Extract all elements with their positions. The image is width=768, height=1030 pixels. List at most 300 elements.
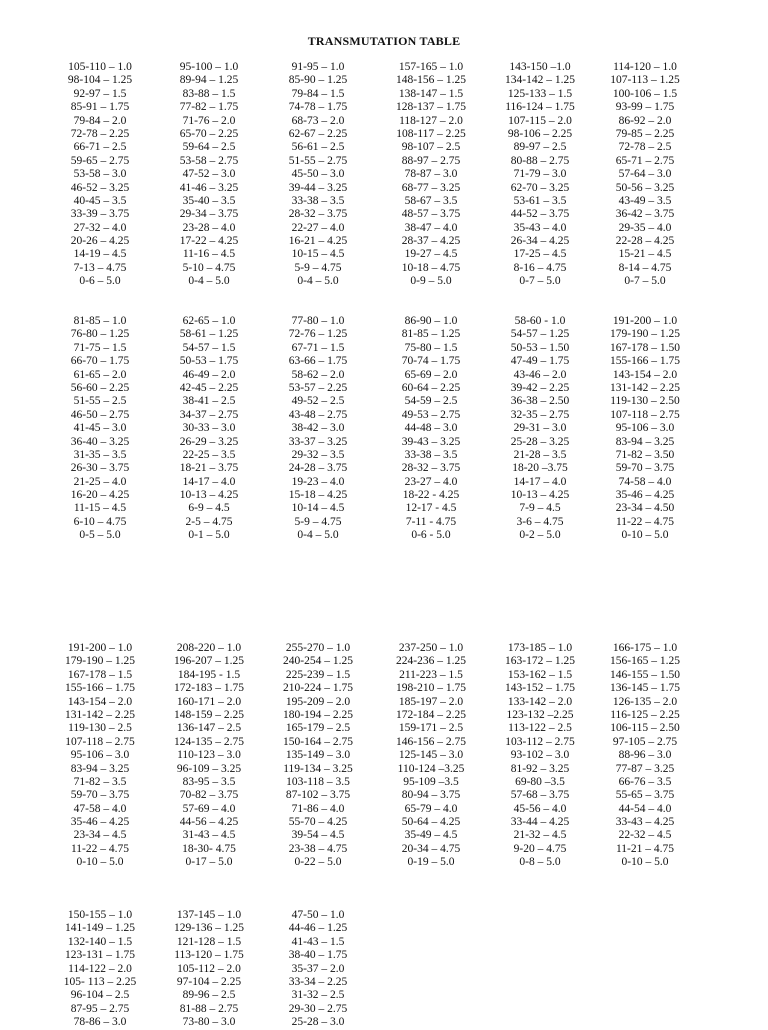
table-entry: 0-9 – 5.0 (410, 275, 452, 288)
table-column (590, 315, 700, 543)
table-entry: 105- 113 – 2.25 (63, 975, 137, 988)
table-entry: 45-56 – 4.0 (513, 802, 567, 815)
table-entry: 81-88 – 2.75 (179, 1002, 239, 1015)
table-entry: 40-45 – 3.5 (73, 194, 127, 207)
table-entry: 71-82 – 3.5 (73, 775, 127, 788)
table-entry: 118-127 – 2.0 (399, 114, 463, 127)
table-entry: 22-28 – 4.25 (615, 235, 675, 248)
table-entry: 143-154 – 2.0 (67, 695, 133, 708)
table-entry: 55-65 – 3.75 (615, 789, 675, 802)
table-entry: 51-55 – 2.75 (288, 154, 348, 167)
table-entry: 46-50 – 2.75 (70, 408, 130, 421)
table-entry: 29-31 – 3.0 (513, 422, 567, 435)
table-entry: 114-120 – 1.0 (613, 61, 677, 73)
table-entry: 45-50 – 3.0 (291, 168, 345, 181)
table-entry: 88-97 – 2.75 (401, 154, 461, 167)
table-entry: 185-197 – 2.0 (398, 695, 464, 708)
table-entry: 113-120 – 1.75 (174, 949, 244, 962)
table-entry: 97-104 – 2.25 (176, 975, 242, 988)
table-entry: 26-34 – 4.25 (510, 235, 570, 248)
table-entry: 56-61 – 2.5 (291, 141, 345, 154)
table-entry: 54-57 – 1.25 (510, 328, 570, 341)
table-entry: 70-82 – 3.75 (179, 789, 239, 802)
table-entry: 65-71 – 2.75 (615, 154, 675, 167)
table-entry: 36-42 – 3.75 (615, 208, 675, 221)
table-entry: 91-95 – 1.0 (291, 61, 345, 73)
table-entry: 39-54 – 4.5 (291, 829, 345, 842)
table-entry: 163-172 – 1.25 (505, 655, 575, 668)
table-entry: 44-52 – 3.75 (510, 208, 570, 221)
table-entry: 43-49 – 3.5 (618, 194, 672, 207)
table-entry: 39-42 – 2.25 (510, 381, 570, 394)
table-entry: 167-178 – 1.5 (67, 668, 133, 681)
table-entry: 131-142 – 2.25 (610, 381, 680, 394)
table-entry: 138-147 – 1.5 (398, 87, 464, 100)
table-entry: 92-97 – 1.5 (73, 87, 127, 100)
table-entry: 11-21 – 4.75 (615, 842, 675, 855)
table-entry: 61-65 – 2.0 (73, 368, 127, 381)
table-entry: 80-94 – 3.75 (401, 789, 461, 802)
table-entry: 85-91 – 1.75 (70, 101, 130, 114)
table-entry: 86-90 – 1.0 (404, 315, 458, 327)
table-entry: 35-40 – 3.5 (182, 194, 236, 207)
table-entry: 78-86 – 3.0 (73, 1016, 127, 1029)
table-entry: 44-48 – 3.0 (404, 422, 458, 435)
table-entry: 38-42 – 3.0 (291, 422, 345, 435)
table-entry: 95-106 – 3.0 (615, 422, 675, 435)
table-entry: 33-39 – 3.75 (70, 208, 130, 221)
table-entry: 59-70 – 3.75 (615, 462, 675, 475)
table-entry: 74-78 – 1.75 (288, 101, 348, 114)
table-entry: 58-61 – 1.25 (179, 328, 239, 341)
table-entry: 23-34 – 4.5 (73, 829, 127, 842)
table-entry: 44-56 – 4.25 (179, 816, 239, 829)
table-entry: 87-102 – 3.75 (285, 789, 351, 802)
table-entry: 159-171 – 2.5 (398, 722, 464, 735)
table-entry: 21-28 – 3.5 (513, 448, 567, 461)
table-entry: 80-88 – 2.75 (510, 154, 570, 167)
table-entry: 103-118 – 3.5 (286, 775, 350, 788)
table-entry: 0-10 – 5.0 (76, 856, 124, 869)
table-entry: 0-2 – 5.0 (519, 529, 561, 542)
table-entry: 50-53 – 1.50 (510, 341, 570, 354)
table-entry: 18-30- 4.75 (182, 842, 236, 855)
table-entry: 53-58 – 2.75 (179, 154, 239, 167)
table-entry: 179-190 – 1.25 (65, 655, 135, 668)
table-entry: 119-134 – 3.25 (283, 762, 353, 775)
table-entry: 0-4 – 5.0 (297, 275, 339, 288)
table-entry: 208-220 – 1.0 (176, 642, 242, 654)
table-entry: 24-28 – 3.75 (288, 462, 348, 475)
table-entry: 66-71 – 2.5 (73, 141, 127, 154)
table-entry: 128-137 – 1.75 (396, 101, 466, 114)
table-entry: 33-38 – 3.5 (291, 194, 345, 207)
table-entry: 66-70 – 1.75 (70, 355, 130, 368)
table-entry: 107-115 – 2.0 (508, 114, 572, 127)
table-entry: 73-80 – 3.0 (182, 1016, 236, 1029)
table-entry: 225-239 – 1.5 (285, 668, 351, 681)
table-column (485, 61, 595, 289)
table-column (45, 315, 155, 543)
table-entry: 50-56 – 3.25 (615, 181, 675, 194)
table-entry: 71-76 – 2.0 (182, 114, 236, 127)
table-entry: 62-67 – 2.25 (288, 127, 348, 140)
table-entry: 180-194 – 2.25 (283, 708, 353, 721)
table-entry: 93-99 – 1.75 (615, 101, 675, 114)
table-column (45, 61, 155, 289)
table-entry: 119-130 – 2.5 (68, 722, 132, 735)
table-entry: 9-20 – 4.75 (513, 842, 567, 855)
table-entry: 136-145 – 1.75 (610, 682, 680, 695)
table-entry: 72-76 – 1.25 (288, 328, 348, 341)
table-entry: 98-104 – 1.25 (67, 74, 133, 87)
table-entry: 105-112 – 2.0 (177, 962, 241, 975)
table-entry: 131-142 – 2.25 (65, 708, 135, 721)
table-entry: 55-70 – 4.25 (288, 816, 348, 829)
table-entry: 155-166 – 1.75 (65, 682, 135, 695)
table-column (154, 909, 264, 1030)
table-entry: 58-62 – 2.0 (291, 368, 345, 381)
table-entry: 107-113 – 1.25 (610, 74, 680, 87)
table-column (376, 315, 486, 543)
table-entry: 89-97 – 2.5 (513, 141, 567, 154)
table-entry: 28-32 – 3.75 (288, 208, 348, 221)
table-entry: 34-37 – 2.75 (179, 408, 239, 421)
table-entry: 5-9 – 4.75 (294, 261, 342, 274)
table-entry: 78-87 – 3.0 (404, 168, 458, 181)
table-column (263, 909, 373, 1030)
table-entry: 240-254 – 1.25 (283, 655, 353, 668)
table-entry: 46-49 – 2.0 (182, 368, 236, 381)
table-entry: 6-9 – 4.5 (188, 502, 230, 515)
table-entry: 33-34 – 2.25 (288, 975, 348, 988)
table-entry: 72-78 – 2.5 (618, 141, 672, 154)
table-entry: 8-16 – 4.75 (513, 261, 567, 274)
table-entry: 19-23 – 4.0 (291, 475, 345, 488)
table-entry: 0-8 – 5.0 (519, 856, 561, 869)
table-entry: 129-136 – 1.25 (174, 922, 244, 935)
table-entry: 23-28 – 4.0 (182, 221, 236, 234)
table-entry: 85-90 – 1.25 (288, 74, 348, 87)
table-entry: 143-154 – 2.0 (612, 368, 678, 381)
table-entry: 11-15 – 4.5 (73, 502, 127, 515)
table-entry: 119-130 – 2.50 (610, 395, 680, 408)
table-entry: 15-18 – 4.25 (288, 489, 348, 502)
table-column (376, 61, 486, 289)
table-entry: 26-30 – 3.75 (70, 462, 130, 475)
table-entry: 93-102 – 3.0 (510, 749, 570, 762)
table-column (154, 642, 264, 870)
table-entry: 33-37 – 3.25 (288, 435, 348, 448)
table-entry: 35-37 – 2.0 (291, 962, 345, 975)
table-entry: 22-32 – 4.5 (618, 829, 672, 842)
table-entry: 12-17 - 4.5 (405, 502, 457, 515)
table-entry: 157-165 – 1.0 (398, 61, 464, 73)
table-entry: 160-171 – 2.0 (176, 695, 242, 708)
table-entry: 86-92 – 2.0 (618, 114, 672, 127)
table-entry: 134-142 – 1.25 (505, 74, 575, 87)
table-entry: 121-128 – 1.5 (176, 935, 242, 948)
table-entry: 44-54 – 4.0 (618, 802, 672, 815)
table-entry: 156-165 – 1.25 (610, 655, 680, 668)
table-entry: 33-38 – 3.5 (404, 448, 458, 461)
table-entry: 53-58 – 3.0 (73, 168, 127, 181)
table-column (154, 61, 264, 289)
table-entry: 10-13 – 4.25 (179, 489, 239, 502)
table-entry: 0-6 – 5.0 (79, 275, 121, 288)
table-entry: 95-100 – 1.0 (179, 61, 239, 73)
table-entry: 39-43 – 3.25 (401, 435, 461, 448)
table-entry: 83-94 – 3.25 (615, 435, 675, 448)
table-entry: 19-27 – 4.5 (404, 248, 458, 261)
table-entry: 191-200 – 1.0 (612, 315, 678, 327)
table-entry: 32-35 – 2.75 (510, 408, 570, 421)
table-entry: 89-96 – 2.5 (182, 989, 236, 1002)
table-entry: 116-125 – 2.25 (610, 708, 680, 721)
table-entry: 123-131 – 1.75 (65, 949, 135, 962)
table-entry: 150-164 – 2.75 (283, 735, 353, 748)
table-entry: 62-70 – 3.25 (510, 181, 570, 194)
table-entry: 88-96 – 3.0 (618, 749, 672, 762)
table-column (154, 315, 264, 543)
table-entry: 148-156 – 1.25 (396, 74, 466, 87)
table-entry: 96-109 – 3.25 (176, 762, 242, 775)
table-entry: 83-95 – 3.5 (182, 775, 236, 788)
table-entry: 28-32 – 3.75 (401, 462, 461, 475)
table-entry: 62-65 – 1.0 (182, 315, 236, 327)
table-entry: 10-13 – 4.25 (510, 489, 570, 502)
table-entry: 77-87 – 3.25 (615, 762, 675, 775)
table-entry: 36-38 – 2.50 (510, 395, 570, 408)
table-entry: 27-32 – 4.0 (73, 221, 127, 234)
table-entry: 0-7 – 5.0 (624, 275, 666, 288)
table-entry: 18-20 –3.75 (512, 462, 568, 475)
table-entry: 191-200 – 1.0 (67, 642, 133, 654)
table-entry: 106-115 – 2.50 (610, 722, 680, 735)
table-entry: 65-70 – 2.25 (179, 127, 239, 140)
table-entry: 41-46 – 3.25 (179, 181, 239, 194)
table-entry: 113-122 – 2.5 (508, 722, 572, 735)
table-entry: 56-60 – 2.25 (70, 381, 130, 394)
table-entry: 0-7 – 5.0 (519, 275, 561, 288)
table-column (45, 909, 155, 1030)
table-entry: 107-118 – 2.75 (65, 735, 135, 748)
table-entry: 69-80 –3.5 (515, 775, 565, 788)
table-column (263, 61, 373, 289)
table-entry: 79-84 – 1.5 (291, 87, 345, 100)
table-entry: 224-236 – 1.25 (396, 655, 466, 668)
table-entry: 155-166 – 1.75 (610, 355, 680, 368)
page-title: TRANSMUTATION TABLE (307, 34, 461, 48)
table-entry: 110-124 –3.25 (397, 762, 465, 775)
table-entry: 95-106 – 3.0 (70, 749, 130, 762)
table-entry: 7-9 – 4.5 (519, 502, 561, 515)
table-entry: 196-207 – 1.25 (174, 655, 244, 668)
table-entry: 10-15 – 4.5 (291, 248, 345, 261)
table-entry: 39-44 – 3.25 (288, 181, 348, 194)
table-entry: 35-46 – 4.25 (70, 816, 130, 829)
table-entry: 108-117 – 2.25 (396, 127, 466, 140)
table-entry: 18-22 - 4.25 (402, 489, 460, 502)
table-entry: 143-150 –1.0 (509, 61, 571, 73)
table-entry: 18-21 – 3.75 (179, 462, 239, 475)
table-column (485, 315, 595, 543)
table-column (485, 642, 595, 870)
table-entry: 79-85 – 2.25 (615, 127, 675, 140)
table-column (590, 642, 700, 870)
table-entry: 75-80 – 1.5 (404, 341, 458, 354)
table-entry: 68-77 – 3.25 (401, 181, 461, 194)
table-entry: 0-4 – 5.0 (188, 275, 230, 288)
table-entry: 72-78 – 2.25 (70, 127, 130, 140)
table-entry: 10-18 – 4.75 (401, 261, 461, 274)
table-entry: 63-66 – 1.75 (288, 355, 348, 368)
table-entry: 21-32 – 4.5 (513, 829, 567, 842)
table-entry: 30-33 – 3.0 (182, 422, 236, 435)
table-entry: 43-46 – 2.0 (513, 368, 567, 381)
table-entry: 179-190 – 1.25 (610, 328, 680, 341)
table-entry: 57-64 – 3.0 (618, 168, 672, 181)
table-entry: 0-4 – 5.0 (297, 529, 339, 542)
table-entry: 20-26 – 4.25 (70, 235, 130, 248)
table-entry: 0-19 – 5.0 (407, 856, 455, 869)
table-entry: 48-57 – 3.75 (401, 208, 461, 221)
table-entry: 0-6 - 5.0 (411, 529, 451, 542)
table-entry: 17-22 – 4.25 (179, 235, 239, 248)
table-entry: 38-40 – 1.75 (288, 949, 348, 962)
table-entry: 23-34 – 4.50 (615, 502, 675, 515)
table-entry: 29-34 – 3.75 (179, 208, 239, 221)
table-entry: 10-14 – 4.5 (291, 502, 345, 515)
table-entry: 167-178 – 1.50 (610, 341, 680, 354)
table-entry: 31-43 – 4.5 (182, 829, 236, 842)
table-entry: 20-34 – 4.75 (401, 842, 461, 855)
table-entry: 29-32 – 3.5 (291, 448, 345, 461)
table-entry: 110-123 – 3.0 (177, 749, 241, 762)
table-entry: 59-65 – 2.75 (70, 154, 130, 167)
table-entry: 35-43 – 4.0 (513, 221, 567, 234)
table-entry: 66-76 – 3.5 (618, 775, 672, 788)
table-column (263, 642, 373, 870)
table-entry: 255-270 – 1.0 (285, 642, 351, 654)
table-entry: 0-1 – 5.0 (188, 529, 230, 542)
table-entry: 83-88 – 1.5 (182, 87, 236, 100)
table-entry: 47-52 – 3.0 (182, 168, 236, 181)
table-entry: 83-94 – 3.25 (70, 762, 130, 775)
table-entry: 35-46 – 4.25 (615, 489, 675, 502)
table-entry: 70-74 – 1.75 (401, 355, 461, 368)
table-entry: 26-29 – 3.25 (179, 435, 239, 448)
table-entry: 57-68 – 3.75 (510, 789, 570, 802)
table-entry: 3-6 – 4.75 (516, 515, 564, 528)
table-entry: 25-28 – 3.0 (291, 1016, 345, 1029)
table-entry: 125-145 – 3.0 (398, 749, 464, 762)
table-entry: 124-135 – 2.75 (174, 735, 244, 748)
table-entry: 16-20 – 4.25 (70, 489, 130, 502)
table-entry: 211-223 – 1.5 (399, 668, 463, 681)
table-entry: 33-43 – 4.25 (615, 816, 675, 829)
table-entry: 58-67 – 3.5 (404, 194, 458, 207)
table-entry: 172-183 – 1.75 (174, 682, 244, 695)
table-entry: 198-210 – 1.75 (396, 682, 466, 695)
table-entry: 195-209 – 2.0 (285, 695, 351, 708)
table-entry: 173-185 – 1.0 (507, 642, 573, 654)
table-entry: 77-82 – 1.75 (179, 101, 239, 114)
table-entry: 143-152 – 1.75 (505, 682, 575, 695)
table-entry: 81-85 – 1.0 (73, 315, 127, 327)
table-entry: 81-92 – 3.25 (510, 762, 570, 775)
table-entry: 166-175 – 1.0 (612, 642, 678, 654)
table-entry: 11-22 – 4.75 (70, 842, 130, 855)
table-entry: 50-64 – 4.25 (401, 816, 461, 829)
table-entry: 17-25 – 4.5 (513, 248, 567, 261)
table-entry: 59-70 – 3.75 (70, 789, 130, 802)
table-entry: 8-14 – 4.75 (618, 261, 672, 274)
table-entry: 0-5 – 5.0 (79, 529, 121, 542)
table-entry: 65-69 – 2.0 (404, 368, 458, 381)
table-entry: 116-124 – 1.75 (505, 101, 575, 114)
table-entry: 146-156 – 2.75 (396, 735, 466, 748)
table-column (590, 61, 700, 289)
table-entry: 150-155 – 1.0 (67, 909, 133, 921)
table-entry: 47-50 – 1.0 (291, 909, 345, 921)
table-entry: 67-71 – 1.5 (291, 341, 345, 354)
table-entry: 51-55 – 2.5 (73, 395, 127, 408)
table-entry: 123-132 –2.25 (506, 708, 574, 721)
table-entry: 103-112 – 2.75 (505, 735, 575, 748)
table-entry: 31-35 – 3.5 (73, 448, 127, 461)
table-entry: 22-25 – 3.5 (182, 448, 236, 461)
table-entry: 49-52 – 2.5 (291, 395, 345, 408)
table-column (263, 315, 373, 543)
table-entry: 71-82 – 3.50 (615, 448, 675, 461)
table-entry: 0-22 – 5.0 (294, 856, 342, 869)
table-entry: 35-49 – 4.5 (404, 829, 458, 842)
table-column (45, 642, 155, 870)
table-entry: 57-69 – 4.0 (182, 802, 236, 815)
table-entry: 23-38 – 4.75 (288, 842, 348, 855)
table-entry: 29-35 – 4.0 (618, 221, 672, 234)
table-entry: 79-84 – 2.0 (73, 114, 127, 127)
table-entry: 31-32 – 2.5 (291, 989, 345, 1002)
table-entry: 136-147 – 2.5 (176, 722, 242, 735)
table-entry: 137-145 – 1.0 (176, 909, 242, 921)
table-entry: 98-106 – 2.25 (507, 127, 573, 140)
table-entry: 184-195 - 1.5 (177, 668, 241, 681)
table-entry: 2-5 – 4.75 (185, 515, 233, 528)
table-entry: 71-79 – 3.0 (513, 168, 567, 181)
table-entry: 59-64 – 2.5 (182, 141, 236, 154)
table-entry: 65-79 – 4.0 (404, 802, 458, 815)
table-entry: 11-22 – 4.75 (615, 515, 675, 528)
table-entry: 77-80 – 1.0 (291, 315, 345, 327)
table-entry: 14-19 – 4.5 (73, 248, 127, 261)
table-entry: 105-110 – 1.0 (68, 61, 132, 73)
table-entry: 44-46 – 1.25 (288, 922, 348, 935)
table-entry: 98-107 – 2.5 (401, 141, 461, 154)
table-entry: 29-30 – 2.75 (288, 1002, 348, 1015)
table-entry: 11-16 – 4.5 (182, 248, 236, 261)
table-entry: 95-109 –3.5 (403, 775, 459, 788)
table-entry: 15-21 – 4.5 (618, 248, 672, 261)
table-entry: 21-25 – 4.0 (73, 475, 127, 488)
table-entry: 0-17 – 5.0 (185, 856, 233, 869)
table-entry: 74-58 – 4.0 (618, 475, 672, 488)
table-entry: 49-53 – 2.75 (401, 408, 461, 421)
table-entry: 53-61 – 3.5 (513, 194, 567, 207)
table-entry: 153-162 – 1.5 (507, 668, 573, 681)
table-entry: 148-159 – 2.25 (174, 708, 244, 721)
